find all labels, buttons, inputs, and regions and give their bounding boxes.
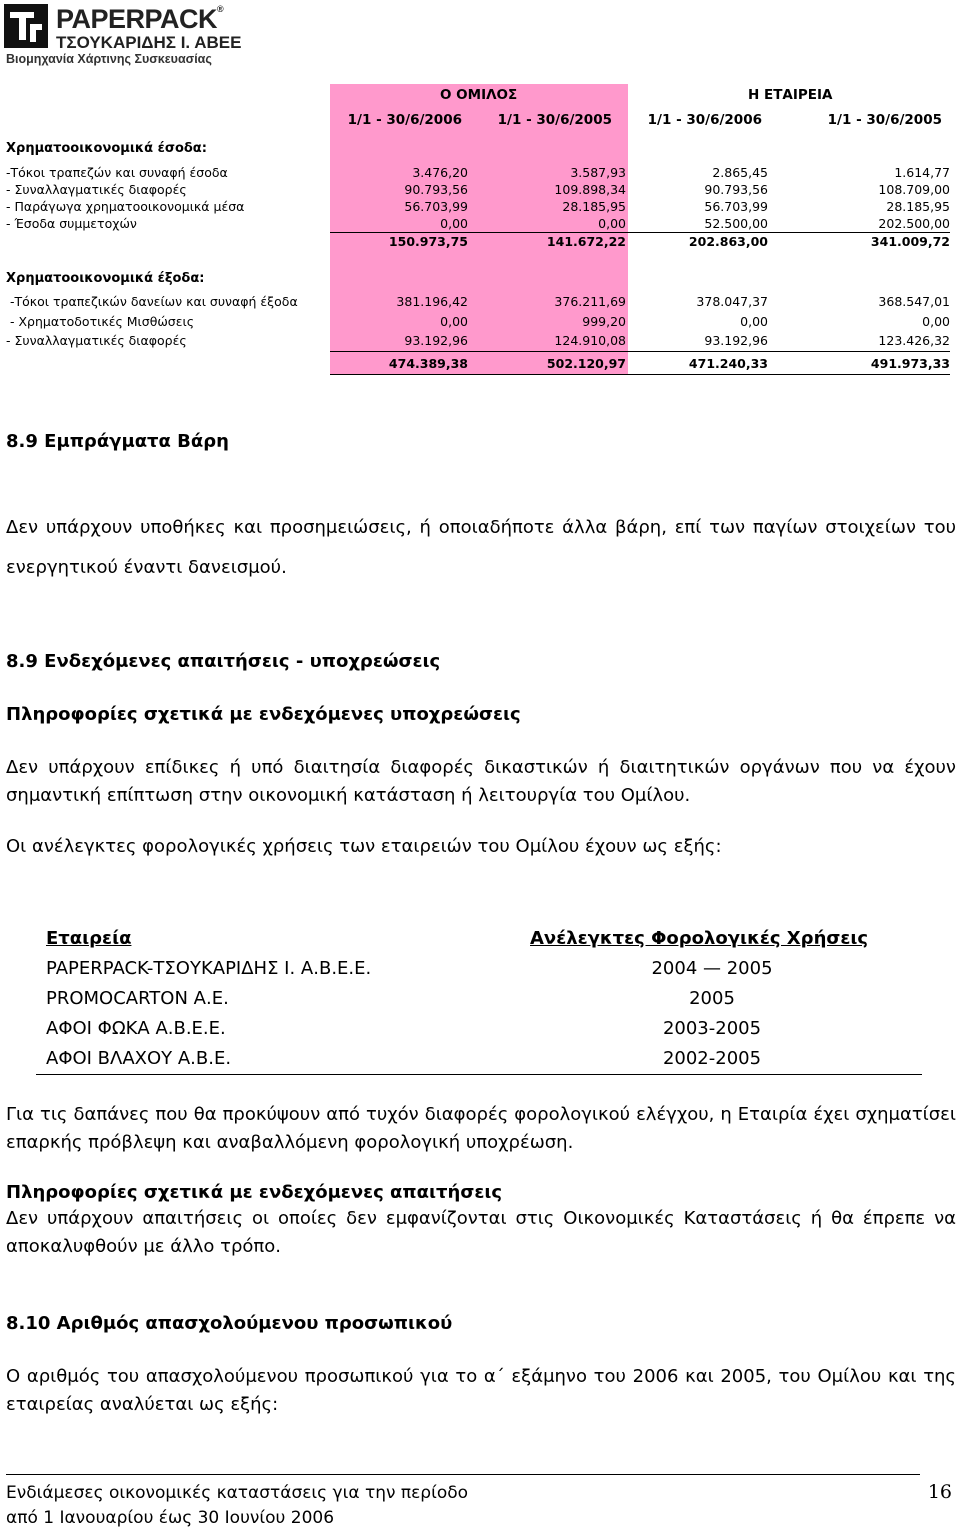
encumbrances-heading: 8.9 Εμπράγματα Βάρη [6, 431, 229, 452]
company-name: ΤΣΟΥΚΑΡΙΔΗΣ Ι. ΑΒΕΕ [56, 33, 242, 52]
unaudited-intro: Οι ανέλεγκτες φορολογικές χρήσεις των εταιρειών του Ομίλου έχουν ως εξής: [6, 836, 722, 857]
income-cell: 3.476,20 [412, 165, 468, 180]
tax-row-company: ΑΦΟΙ ΦΩΚΑ Α.Β.Ε.Ε. [46, 1018, 226, 1039]
tax-row-company: PAPERPACK-ΤΣΟΥΚΑΡΙΔΗΣ Ι. Α.Β.Ε.Ε. [46, 958, 372, 979]
income-row-label: - Παράγωγα χρηματοοικονομικά μέσα [6, 199, 245, 214]
group-header: Ο ΟΜΙΛΟΣ [440, 87, 518, 103]
paperpack-logo-icon [4, 4, 48, 48]
income-cell: 3.587,93 [570, 165, 626, 180]
expense-cell: 368.547,01 [878, 294, 950, 309]
income-total: 341.009,72 [870, 234, 950, 249]
income-cell: 202.500,00 [878, 216, 950, 231]
footer-line-2: από 1 Ιανουαρίου έως 30 Ιουνίου 2006 [6, 1508, 335, 1528]
company-tagline: Βιομηχανία Χάρτινης Συσκευασίας [6, 52, 212, 66]
claims-text: Δεν υπάρχουν απαιτήσεις οι οποίες δεν εμφανίζονται στις Οικονομικές Καταστάσεις ή θα έπρεπε να αποκαλυφθούν με άλλο τρόπο. [6, 1208, 956, 1257]
income-cell: 56.703,99 [404, 199, 468, 214]
page-number: 16 [927, 1481, 952, 1503]
expense-cell: 376.211,69 [554, 294, 626, 309]
expense-cell: 93.192,96 [704, 333, 768, 348]
expense-total: 471.240,33 [688, 356, 768, 371]
period-header: 1/1 - 30/6/2006 [647, 112, 762, 128]
company-header: Η ΕΤΑΙΡΕΙΑ [748, 87, 833, 103]
income-row-label: -Τόκοι τραπεζών και συναφή έσοδα [6, 165, 228, 180]
expense-cell: 93.192,96 [404, 333, 468, 348]
income-section-title: Χρηματοοικονομικά έσοδα: [6, 141, 207, 156]
footer-line-1: Ενδιάμεσες οικονομικές καταστάσεις για την περίοδο [6, 1483, 469, 1503]
income-total: 150.973,75 [388, 234, 468, 249]
tax-row-years: 2004 — 2005 [651, 958, 773, 979]
period-header: 1/1 - 30/6/2005 [497, 112, 612, 128]
income-row-label: - Συναλλαγματικές διαφορές [6, 182, 187, 197]
expense-total-rule [330, 351, 950, 352]
income-cell: 28.185,95 [562, 199, 626, 214]
expense-total: 502.120,97 [546, 356, 626, 371]
expense-cell: 124.910,08 [554, 333, 626, 348]
income-cell: 52.500,00 [704, 216, 768, 231]
expense-row-label: -Τόκοι τραπεζικών δανείων και συναφή έξοδα [10, 294, 298, 309]
income-cell: 28.185,95 [886, 199, 950, 214]
expense-cell: 0,00 [440, 314, 468, 329]
expense-section-title: Χρηματοοικονομικά έξοδα: [6, 271, 205, 286]
company-logo [4, 4, 254, 66]
contingent-heading: 8.9 Ενδεχόμενες απαιτήσεις - υποχρεώσεις [6, 651, 441, 672]
expense-total: 474.389,38 [388, 356, 468, 371]
expense-cell: 0,00 [740, 314, 768, 329]
period-header: 1/1 - 30/6/2006 [347, 112, 462, 128]
expense-cell: 0,00 [922, 314, 950, 329]
tax-col-years: Ανέλεγκτες Φορολογικές Χρήσεις [530, 928, 869, 949]
provision-text: Για τις δαπάνες που θα προκύψουν από τυχόν διαφορές φορολογικού ελέγχου, η Εταιρία έχει σχηματίσει επαρκής πρόβλεψη και αναβαλλόμενη φορολογική υποχρέωση. [6, 1104, 956, 1153]
income-cell: 1.614,77 [894, 165, 950, 180]
liabilities-subheading: Πληροφορίες σχετικά με ενδεχόμενες υποχρεώσεις [6, 704, 521, 725]
tax-row-company: PROMOCARTON Α.Ε. [46, 988, 229, 1009]
income-cell: 109.898,34 [554, 182, 626, 197]
expense-total-underline [330, 374, 950, 375]
tax-row-years: 2003-2005 [662, 1018, 762, 1039]
encumbrances-text: Δεν υπάρχουν υποθήκες και προσημειώσεις, ή οποιαδήποτε άλλα βάρη, επί των παγίων στοιχείων του ενεργητικού έναντι δανεισμού. [6, 517, 956, 578]
income-cell: 90.793,56 [404, 182, 468, 197]
liabilities-text: Δεν υπάρχουν επίδικες ή υπό διαιτησία διαφορές δικαστικών ή διαιτητικών οργάνων που να έχουν σημαντική επίπτωση στην οικονομική κατάσταση ή λειτουργία του Ομίλου. [6, 757, 956, 806]
expense-total: 491.973,33 [870, 356, 950, 371]
staff-text: Ο αριθμός του απασχολούμενου προσωπικού για το α΄ εξάμηνο του 2006 και 2005, του Ομίλου και της εταιρείας αναλύεται ως εξής: [6, 1366, 956, 1415]
tax-row-company: ΑΦΟΙ ΒΛΑΧΟΥ Α.Β.Ε. [46, 1048, 232, 1069]
income-total: 141.672,22 [546, 234, 626, 249]
claims-subheading: Πληροφορίες σχετικά με ενδεχόμενες απαιτήσεις [6, 1182, 503, 1203]
tax-row-years: 2005 [689, 988, 735, 1009]
income-cell: 56.703,99 [704, 199, 768, 214]
income-cell: 108.709,00 [878, 182, 950, 197]
income-row-label: - Έσοδα συμμετοχών [6, 216, 137, 231]
income-cell: 0,00 [440, 216, 468, 231]
expense-cell: 123.426,32 [878, 333, 950, 348]
income-total: 202.863,00 [688, 234, 768, 249]
income-cell: 2.865,45 [712, 165, 768, 180]
income-cell: 90.793,56 [704, 182, 768, 197]
expense-cell: 378.047,37 [696, 294, 768, 309]
income-total-rule [330, 232, 950, 233]
income-cell: 0,00 [598, 216, 626, 231]
expense-cell: 381.196,42 [396, 294, 468, 309]
tax-col-company: Εταιρεία [46, 928, 132, 949]
period-header: 1/1 - 30/6/2005 [827, 112, 942, 128]
expense-row-label: - Συναλλαγματικές διαφορές [6, 333, 187, 348]
footer-rule [6, 1474, 920, 1475]
tax-table-bottom-rule [36, 1074, 922, 1075]
staff-heading: 8.10 Αριθμός απασχολούμενου προσωπικού [6, 1313, 453, 1334]
expense-row-label: - Χρηματοδοτικές Μισθώσεις [10, 314, 195, 329]
expense-cell: 999,20 [582, 314, 626, 329]
brand-name: PAPERPACK® [56, 4, 224, 34]
tax-row-years: 2002-2005 [662, 1048, 762, 1069]
